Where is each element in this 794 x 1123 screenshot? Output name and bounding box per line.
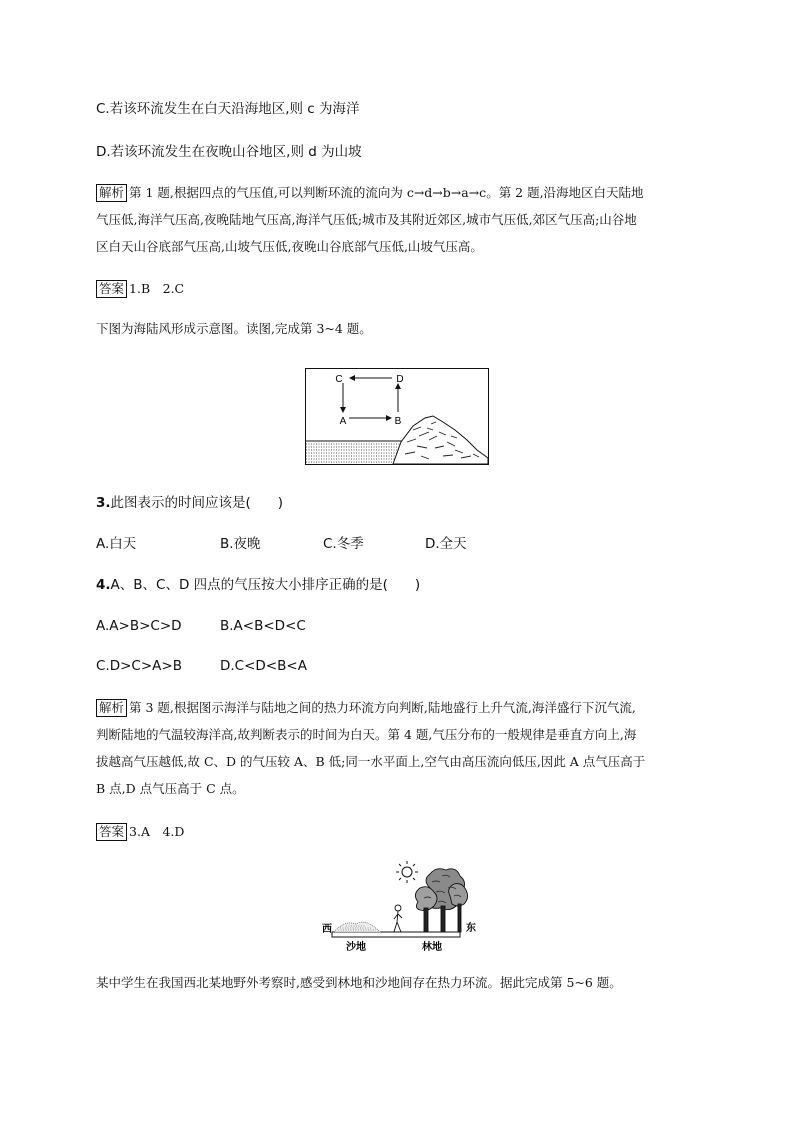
q4-option-b: B.A<B<D<C [220, 618, 306, 634]
label-forest: 林地 [422, 942, 442, 953]
person-icon [394, 905, 402, 932]
question-3: 3.此图表示的时间应该是( ) [96, 495, 284, 511]
answer-tag: 答案 [96, 280, 127, 298]
analysis-1-line-2: 气压低,海洋气压高,夜晚陆地气压高,海洋气压低;城市及其附近郊区,城市气压低,郊区气压高;山谷地 [96, 212, 637, 227]
q3-option-d: D.全天 [425, 536, 467, 552]
intro-q3-4: 下图为海陆风形成示意图。读图,完成第 3~4 题。 [96, 321, 372, 336]
q3-option-a: A.白天 [96, 536, 137, 552]
forest-trees [415, 869, 467, 932]
label-east: 东 [466, 923, 476, 934]
label-sand: 沙地 [346, 942, 366, 953]
question-4: 4.A、B、C、D 四点的气压按大小排序正确的是( ) [96, 577, 421, 593]
label-c: C [335, 374, 343, 385]
label-b: B [394, 416, 402, 427]
sand-dune [334, 922, 380, 932]
q2-option-d: D.若该环流发生在夜晚山谷地区,则 d 为山坡 [96, 144, 362, 160]
analysis-1-line-1: 解析 第 1 题,根据四点的气压值,可以判断环流的流向为 c→d→b→a→c。第 2 题,沿海地区白天陆地 [96, 184, 644, 202]
analysis-tag: 解析 [96, 699, 127, 717]
ground [332, 932, 460, 937]
sea-land-breeze-figure [305, 368, 489, 466]
analysis-2-line-2: 判断陆地的气温较海洋高,故判断表示的时间为白天。第 4 题,气压分布的一般规律是垂直方向上,海 [96, 727, 637, 742]
intro-q5-6: 某中学生在我国西北某地野外考察时,感受到林地和沙地间存在热力环流。据此完成第 5~6 题。 [96, 975, 622, 990]
q2-option-c: C.若该环流发生在白天沿海地区,则 c 为海洋 [96, 101, 360, 117]
label-a: A [339, 416, 347, 427]
q4-option-c: C.D>C>A>B [96, 658, 182, 674]
analysis-2-line-1: 解析 第 3 题,根据图示海洋与陆地之间的热力环流方向判断,陆地盛行上升气流,海洋盛行下沉气流, [96, 699, 636, 717]
answer-1: 答案 1.B 2.C [96, 280, 184, 298]
analysis-2-line-3: 拔越高气压越低,故 C、D 的气压较 A、B 低;同一水平面上,空气由高压流向低压,因此 A 点气压高于 [96, 754, 646, 769]
label-d: D [396, 374, 404, 385]
q4-option-a: A.A>B>C>D [96, 618, 182, 634]
q3-option-b: B.夜晚 [220, 536, 261, 552]
q3-option-c: C.冬季 [323, 536, 364, 552]
analysis-tag: 解析 [96, 184, 127, 202]
analysis-1-line-3: 区白天山谷底部气压高,山坡气压低,夜晚山谷底部气压低,山坡气压高。 [96, 239, 483, 254]
sand-forest-figure [318, 858, 488, 954]
answer-2: 答案 3.A 4.D [96, 823, 184, 841]
analysis-2-line-4: B 点,D 点气压高于 C 点。 [96, 781, 245, 796]
answer-tag: 答案 [96, 823, 127, 841]
q4-option-d: D.C<D<B<A [220, 658, 307, 674]
label-west: 西 [322, 924, 332, 935]
sun-icon [396, 861, 418, 883]
